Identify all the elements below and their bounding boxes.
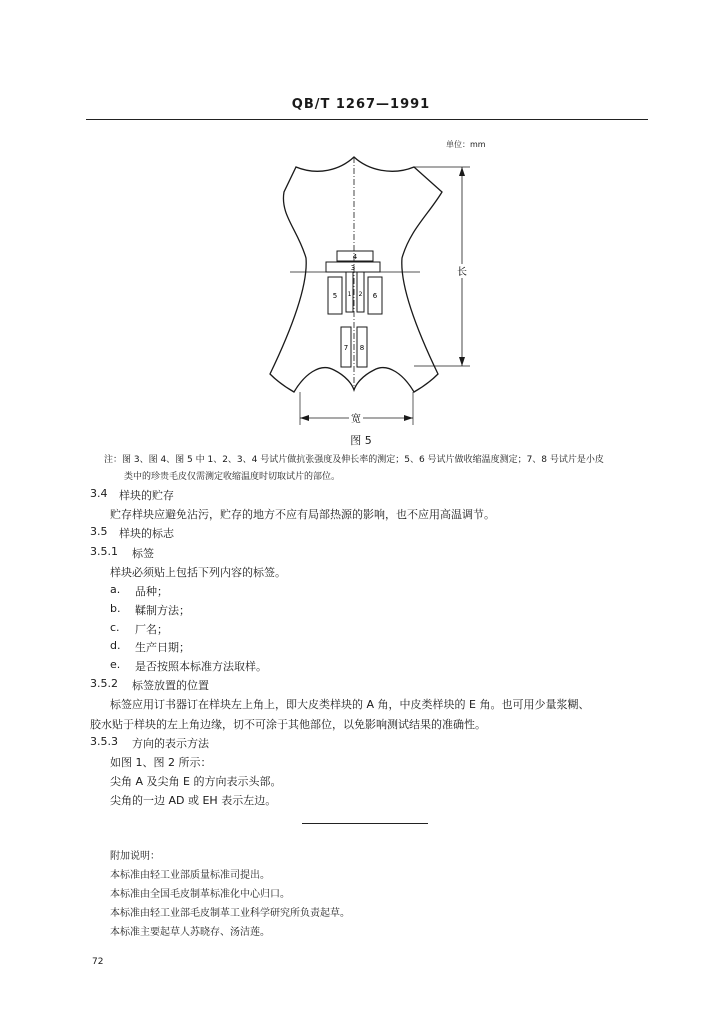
section-3-5-3-body-line3: 尖角的一边 AD 或 EH 表示左边。: [110, 794, 277, 807]
length-arrow-bottom: [459, 357, 465, 366]
length-arrow-top: [459, 167, 465, 176]
appendix-title: 附加说明：: [110, 851, 160, 862]
section-3-5-3-body-line1: 如图 1、图 2 所示：: [110, 756, 212, 769]
sample-label-3: 3: [350, 264, 356, 272]
section-3-4-body: 贮存样块应避免沾污，贮存的地方不应有局部热源的影响，也不应用高温调节。: [110, 508, 495, 521]
list-item-letter-a: a.: [110, 583, 121, 596]
unit-label: 单位：mm: [446, 140, 486, 149]
section-3-5-3-body-line2: 尖角 A 及尖角 E 的方向表示头部。: [110, 775, 282, 788]
section-3-4-number: 3.4: [90, 487, 108, 500]
list-item-text-b: 鞣制方法；: [135, 604, 190, 617]
list-item-text-d: 生产日期；: [135, 641, 190, 654]
width-label: 宽: [351, 414, 361, 425]
appendix-separator: [302, 823, 428, 824]
section-3-5-2-body-line2: 胶水贴于样块的左上角边缘，切不可涂于其他部位，以免影响测试结果的准确性。: [90, 718, 486, 731]
list-item-text-e: 是否按照本标准方法取样。: [135, 660, 267, 673]
sample-label-1: 1: [347, 291, 352, 298]
section-3-5-number: 3.5: [90, 525, 108, 538]
section-3-5-1-title: 标签: [132, 547, 154, 560]
list-item-letter-e: e.: [110, 658, 121, 671]
section-3-5-2-number: 3.5.2: [90, 677, 118, 690]
list-item-letter-b: b.: [110, 602, 121, 615]
section-3-4-title: 样块的贮存: [119, 489, 174, 502]
appendix-line-2: 本标准由全国毛皮制革标准化中心归口。: [110, 889, 290, 900]
section-3-5-3-title: 方向的表示方法: [132, 737, 209, 750]
width-arrow-left: [300, 415, 309, 421]
section-3-5-1-body: 样块必须贴上包括下列内容的标签。: [110, 566, 286, 579]
appendix-line-3: 本标准由轻工业部毛皮制革工业科学研究所负责起草。: [110, 908, 350, 919]
section-3-5-3-number: 3.5.3: [90, 735, 118, 748]
sample-label-6: 6: [372, 292, 378, 300]
pelt-outline: [270, 157, 442, 392]
section-3-5-1-number: 3.5.1: [90, 545, 118, 558]
section-3-5-title: 样块的标志: [119, 527, 174, 540]
pelt-diagram: [260, 148, 490, 428]
list-item-letter-c: c.: [110, 621, 120, 634]
sample-label-7: 7: [343, 344, 349, 352]
list-item-text-a: 品种；: [135, 585, 168, 598]
sample-label-2: 2: [358, 291, 363, 298]
figure-note-line2: 类中的珍贵毛皮仅需测定收缩温度时切取试片的部位。: [124, 472, 341, 482]
list-item-text-c: 厂名；: [135, 623, 168, 636]
length-label: 长: [457, 267, 467, 278]
list-item-letter-d: d.: [110, 639, 121, 652]
section-3-5-2-title: 标签放置的位置: [132, 679, 209, 692]
appendix-line-1: 本标准由轻工业部质量标准司提出。: [110, 870, 270, 881]
standard-code: QB/T 1267—1991: [291, 97, 431, 112]
width-arrow-right: [404, 415, 413, 421]
section-3-5-2-body-line1: 标签应用订书器订在样块左上角上，即大皮类样块的 A 角，中皮类样块的 E 角。也可用少量浆糊、: [110, 698, 590, 711]
figure-note-line1: 注：图 3、图 4、图 5 中 1、2、3、4 号试片做抗张强度及伸长率的测定；5、6 号试片做收缩温度测定；7、8 号试片是小皮: [104, 455, 604, 465]
sample-label-5: 5: [332, 292, 338, 300]
appendix-line-4: 本标准主要起草人苏晓存、汤洁莲。: [110, 927, 270, 938]
figure-caption: 图 5: [350, 434, 372, 447]
page-number: 72: [92, 957, 104, 967]
sample-label-8: 8: [359, 344, 365, 352]
header-rule: [86, 119, 648, 120]
sample-label-4: 4: [352, 253, 358, 261]
